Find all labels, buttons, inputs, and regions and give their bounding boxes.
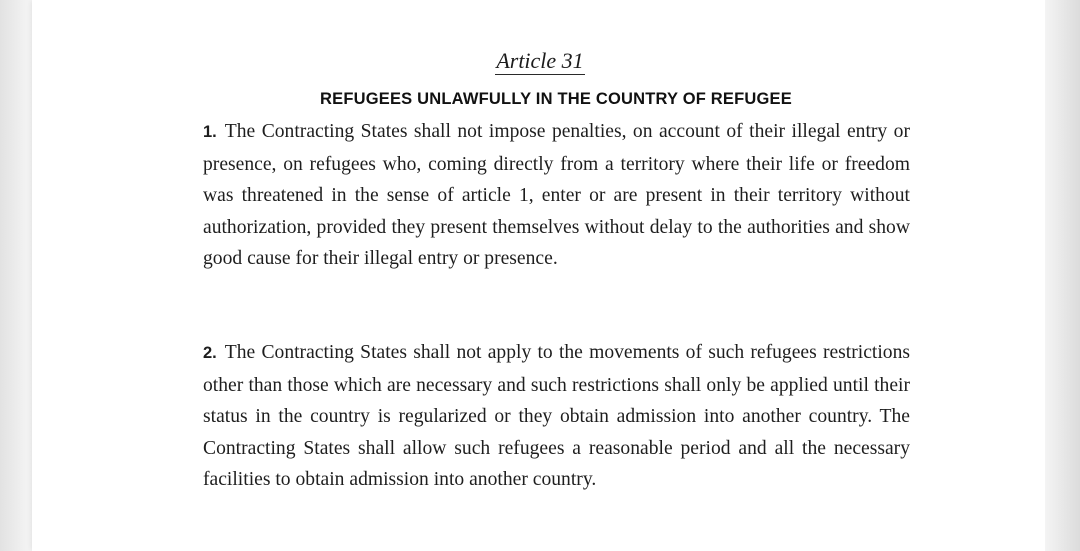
paragraph-number: 2. (203, 344, 217, 362)
paragraph-text: The Contracting States shall not apply to the movements of such refugees restrictions other than those which are necessary and such restrictions shall only be applied until their status in the country is regularized or they obtain admission into another country. The Contracting States shall allow such refugees a reasonable period and all the necessary facilities to obtain admission into another country. (203, 342, 910, 491)
paragraph-2 (203, 337, 910, 496)
article-title (0, 45, 1080, 77)
paragraph-number: 1. (203, 123, 217, 141)
page-shadow-right (1045, 0, 1080, 551)
paragraph-text: The Contracting States shall not impose penalties, on account of their illegal entry or presence, on refugees who, coming directly from a territory where their life or freedom was threatened in the sense of article 1, enter or are present in their territory without authorization, provided they present themselves without delay to the authorities and show good cause for their illegal entry or presence. (203, 121, 910, 270)
article-heading: REFUGEES UNLAWFULLY IN THE COUNTRY OF REFUGEE (320, 90, 792, 108)
paragraph-1 (203, 116, 910, 275)
article-title-text: Article 31 (496, 48, 584, 73)
page-shadow-left (0, 0, 32, 551)
